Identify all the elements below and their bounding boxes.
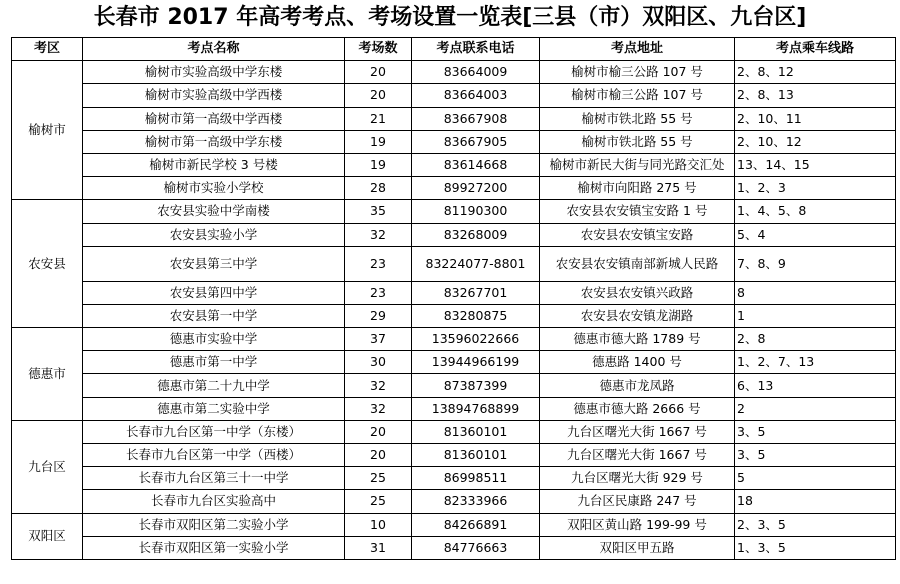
- table-row: [12, 61, 896, 84]
- phone-cell: 83267701: [412, 281, 540, 304]
- phone-cell: 89927200: [412, 177, 540, 200]
- header-address: 考点地址: [540, 38, 735, 61]
- room-count-cell: 19: [345, 130, 412, 153]
- header-site-name: 考点名称: [83, 38, 345, 61]
- bus-routes-cell: 5: [735, 467, 896, 490]
- bus-routes-cell: 1、4、5、8: [735, 200, 896, 223]
- room-count-cell: 23: [345, 246, 412, 281]
- page-title: 长春市 2017 年高考考点、考场设置一览表[三县（市）双阳区、九台区]: [93, 5, 807, 30]
- address-cell: 德惠市龙凤路: [540, 374, 735, 397]
- table-row: [12, 536, 896, 559]
- address-cell: 九台区曙光大街 1667 号: [540, 420, 735, 443]
- site-name-cell: 农安县第四中学: [83, 281, 345, 304]
- room-count-cell: 25: [345, 467, 412, 490]
- site-name-cell: 农安县第三中学: [83, 246, 345, 281]
- bus-routes-cell: 1、2、3: [735, 177, 896, 200]
- phone-cell: 87387399: [412, 374, 540, 397]
- site-name-cell: 德惠市第二实验中学: [83, 397, 345, 420]
- table-row: [12, 397, 896, 420]
- bus-routes-cell: 3、5: [735, 420, 896, 443]
- table-row: [12, 374, 896, 397]
- table-row: [12, 490, 896, 513]
- room-count-cell: 23: [345, 281, 412, 304]
- phone-cell: 83667905: [412, 130, 540, 153]
- phone-cell: 13596022666: [412, 328, 540, 351]
- phone-cell: 13944966199: [412, 351, 540, 374]
- room-count-cell: 35: [345, 200, 412, 223]
- site-name-cell: 农安县实验中学南楼: [83, 200, 345, 223]
- bus-routes-cell: 2、8、13: [735, 84, 896, 107]
- address-cell: 农安县农安镇宝安路 1 号: [540, 200, 735, 223]
- phone-cell: 83614668: [412, 153, 540, 176]
- site-name-cell: 德惠市实验中学: [83, 328, 345, 351]
- district-cell: 双阳区: [12, 513, 83, 559]
- room-count-cell: 20: [345, 61, 412, 84]
- address-cell: 榆树市铁北路 55 号: [540, 130, 735, 153]
- site-name-cell: 长春市双阳区第一实验小学: [83, 536, 345, 559]
- address-cell: 德惠市德大路 1789 号: [540, 328, 735, 351]
- room-count-cell: 30: [345, 351, 412, 374]
- address-cell: 双阳区甲五路: [540, 536, 735, 559]
- address-cell: 农安县农安镇宝安路: [540, 223, 735, 246]
- phone-cell: 84266891: [412, 513, 540, 536]
- address-cell: 德惠路 1400 号: [540, 351, 735, 374]
- site-name-cell: 德惠市第二十九中学: [83, 374, 345, 397]
- bus-routes-cell: 1、2、7、13: [735, 351, 896, 374]
- bus-routes-cell: 7、8、9: [735, 246, 896, 281]
- bus-routes-cell: 2: [735, 397, 896, 420]
- phone-cell: 86998511: [412, 467, 540, 490]
- site-name-cell: 农安县实验小学: [83, 223, 345, 246]
- district-cell: 农安县: [12, 200, 83, 328]
- table-row: [12, 130, 896, 153]
- room-count-cell: 28: [345, 177, 412, 200]
- address-cell: 农安县农安镇龙湖路: [540, 304, 735, 327]
- room-count-cell: 25: [345, 490, 412, 513]
- district-cell: 九台区: [12, 420, 83, 513]
- address-cell: 双阳区黄山路 199-99 号: [540, 513, 735, 536]
- header-phone: 考点联系电话: [412, 38, 540, 61]
- phone-cell: 83224077-8801: [412, 246, 540, 281]
- site-name-cell: 长春市九台区实验高中: [83, 490, 345, 513]
- address-cell: 九台区曙光大街 1667 号: [540, 444, 735, 467]
- address-cell: 九台区民康路 247 号: [540, 490, 735, 513]
- site-name-cell: 长春市九台区第一中学（西楼）: [83, 444, 345, 467]
- bus-routes-cell: 1: [735, 304, 896, 327]
- phone-cell: 83268009: [412, 223, 540, 246]
- room-count-cell: 20: [345, 444, 412, 467]
- room-count-cell: 10: [345, 513, 412, 536]
- phone-cell: 81360101: [412, 420, 540, 443]
- table-row: [12, 513, 896, 536]
- bus-routes-cell: 18: [735, 490, 896, 513]
- bus-routes-cell: 1、3、5: [735, 536, 896, 559]
- bus-routes-cell: 13、14、15: [735, 153, 896, 176]
- room-count-cell: 31: [345, 536, 412, 559]
- site-name-cell: 农安县第一中学: [83, 304, 345, 327]
- phone-cell: 13894768899: [412, 397, 540, 420]
- district-cell: 德惠市: [12, 328, 83, 421]
- room-count-cell: 20: [345, 420, 412, 443]
- address-cell: 榆树市新民大街与同光路交汇处: [540, 153, 735, 176]
- phone-cell: 83664003: [412, 84, 540, 107]
- address-cell: 榆树市铁北路 55 号: [540, 107, 735, 130]
- table-row: [12, 328, 896, 351]
- address-cell: 德惠市德大路 2666 号: [540, 397, 735, 420]
- address-cell: 农安县农安镇南部新城人民路: [540, 246, 735, 281]
- site-name-cell: 长春市九台区第三十一中学: [83, 467, 345, 490]
- room-count-cell: 32: [345, 374, 412, 397]
- address-cell: 榆树市榆三公路 107 号: [540, 84, 735, 107]
- table-row: [12, 153, 896, 176]
- room-count-cell: 21: [345, 107, 412, 130]
- address-cell: 榆树市向阳路 275 号: [540, 177, 735, 200]
- phone-cell: 81190300: [412, 200, 540, 223]
- table-row: [12, 177, 896, 200]
- bus-routes-cell: 3、5: [735, 444, 896, 467]
- header-district: 考区: [12, 38, 83, 61]
- bus-routes-cell: 2、10、12: [735, 130, 896, 153]
- bus-routes-cell: 2、8、12: [735, 61, 896, 84]
- room-count-cell: 29: [345, 304, 412, 327]
- table-row: [12, 84, 896, 107]
- phone-cell: 83664009: [412, 61, 540, 84]
- table-row: [12, 444, 896, 467]
- table-row: [12, 223, 896, 246]
- table-row: [12, 281, 896, 304]
- room-count-cell: 20: [345, 84, 412, 107]
- bus-routes-cell: 5、4: [735, 223, 896, 246]
- bus-routes-cell: 2、3、5: [735, 513, 896, 536]
- table-header-row: [12, 38, 896, 61]
- table-row: [12, 107, 896, 130]
- table-row: [12, 200, 896, 223]
- bus-routes-cell: 2、10、11: [735, 107, 896, 130]
- bus-routes-cell: 8: [735, 281, 896, 304]
- site-name-cell: 长春市双阳区第二实验小学: [83, 513, 345, 536]
- exam-sites-table: [11, 37, 896, 560]
- phone-cell: 82333966: [412, 490, 540, 513]
- address-cell: 九台区曙光大街 929 号: [540, 467, 735, 490]
- room-count-cell: 19: [345, 153, 412, 176]
- site-name-cell: 榆树市实验高级中学东楼: [83, 61, 345, 84]
- phone-cell: 83667908: [412, 107, 540, 130]
- table-row: [12, 467, 896, 490]
- room-count-cell: 37: [345, 328, 412, 351]
- site-name-cell: 榆树市第一高级中学西楼: [83, 107, 345, 130]
- site-name-cell: 榆树市第一高级中学东楼: [83, 130, 345, 153]
- site-name-cell: 榆树市实验高级中学西楼: [83, 84, 345, 107]
- header-room-count: 考场数: [345, 38, 412, 61]
- phone-cell: 84776663: [412, 536, 540, 559]
- table-row: [12, 246, 896, 281]
- table-row: [12, 420, 896, 443]
- site-name-cell: 长春市九台区第一中学（东楼）: [83, 420, 345, 443]
- phone-cell: 83280875: [412, 304, 540, 327]
- site-name-cell: 德惠市第一中学: [83, 351, 345, 374]
- room-count-cell: 32: [345, 223, 412, 246]
- district-cell: 榆树市: [12, 61, 83, 200]
- bus-routes-cell: 2、8: [735, 328, 896, 351]
- room-count-cell: 32: [345, 397, 412, 420]
- phone-cell: 81360101: [412, 444, 540, 467]
- site-name-cell: 榆树市实验小学校: [83, 177, 345, 200]
- table-row: [12, 304, 896, 327]
- bus-routes-cell: 6、13: [735, 374, 896, 397]
- address-cell: 榆树市榆三公路 107 号: [540, 61, 735, 84]
- header-bus-routes: 考点乘车线路: [735, 38, 896, 61]
- table-row: [12, 351, 896, 374]
- address-cell: 农安县农安镇兴政路: [540, 281, 735, 304]
- site-name-cell: 榆树市新民学校 3 号楼: [83, 153, 345, 176]
